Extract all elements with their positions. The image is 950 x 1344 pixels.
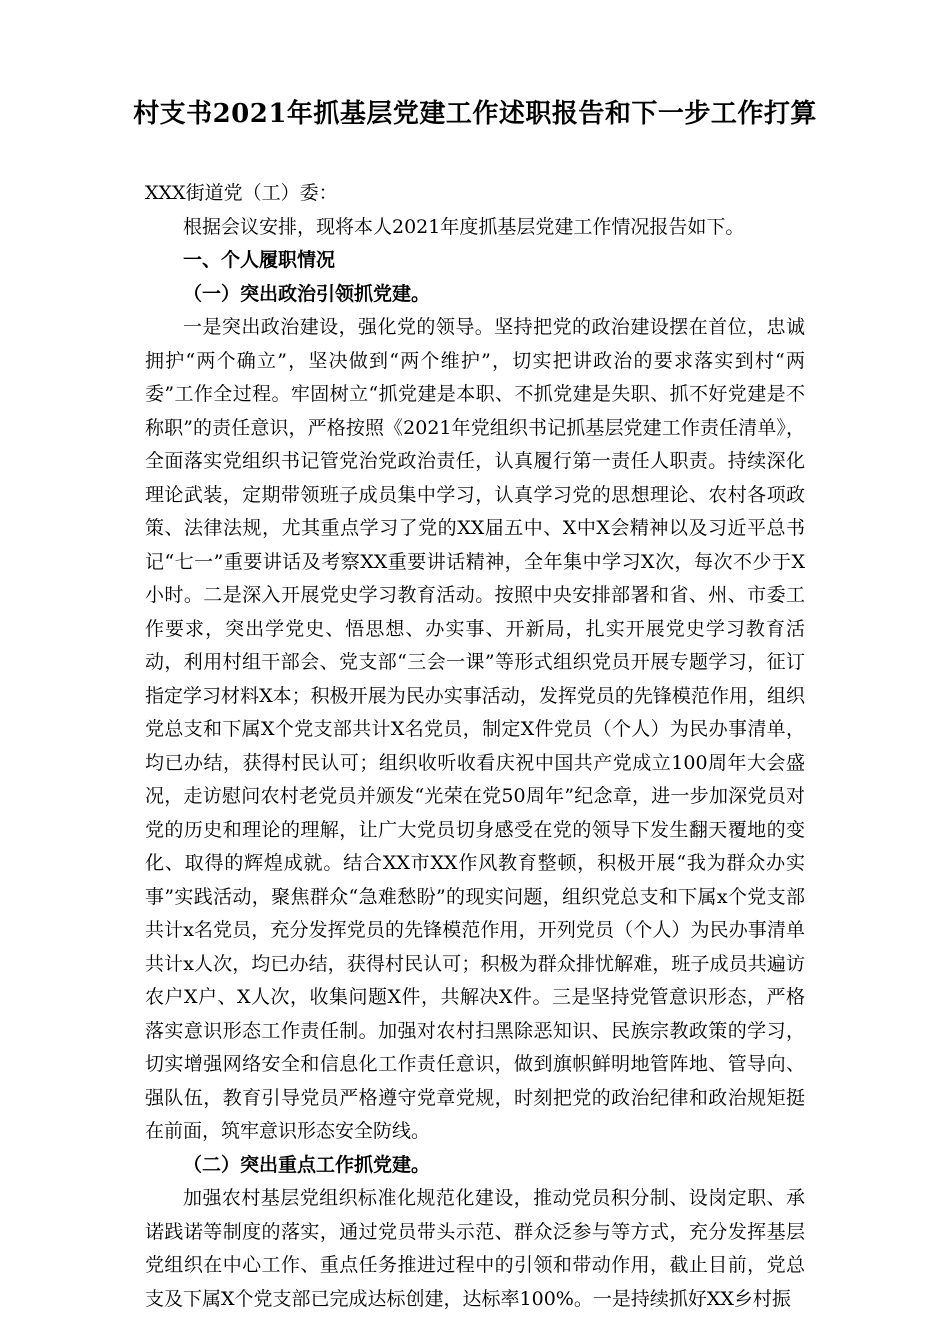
subsection-2-paragraph: 加强农村基层党组织标准化规范化建设，推动党员积分制、设岗定职、承诺践诺等制度的落实，通过党员带头示范、群众泛参与等方式，充分发挥基层党组织在中心工作、重点任务推进过程中的引领和带动作用，截止目前，党总支及下属X个党支部已完成达标创建，达标率100%。一是持续抓好XX乡村振	[145, 1187, 805, 1310]
section-heading-1: 一、个人履职情况	[183, 249, 336, 271]
document-title: 村支书2021年抓基层党建工作述职报告和下一步工作打算	[133, 99, 817, 129]
subsection-1-paragraph: 一是突出政治建设，强化党的领导。坚持把党的政治建设摆在首位，忠诚拥护“两个确立”，坚决做到“两个维护”，切实把讲政治的要求落实到村“两委”工作全过程。牢固树立“抓党建是本职、不抓党建是失职、抓不好党建是不称职”的责任意识，严格按照《2021年党组织书记抓基层党建工作责任清单》，全面落实党组织书记管党治党政治责任，认真履行第一责任人职责。持续深化理论武装，定期带领班子成员集中学习，认真学习党的思想理论、农村各项政策、法律法规，尤其重点学习了党的XX届五中、X中X会精神以及习近平总书记“七一”重要讲话及考察XX重要讲话精神，全年集中学习X次，每次不少于X小时。二是深入开展党史学习教育活动。按照中央安排部署和省、州、市委工作要求，突出学党史、悟思想、办实事、开新局，扎实开展党史学习教育活动，利用村组干部会、党支部“三会一课”等形式组织党员开展专题学习，征订指定学习材料X本；积极开展为民办实事活动，发挥党员的先锋模范作用，组织党总支和下属X个党支部共计X名党员，制定X件党员（个人）为民办事清单，均已办结，获得村民认可；组织收听收看庆祝中国共产党成立100周年大会盛况，走访慰问农村老党员并颁发“光荣在党50周年”纪念章，进一步加深党员对党的历史和理论的理解，让广大党员切身感受在党的领导下发生翻天覆地的变化、取得的辉煌成就。结合XX市XX作风教育整顿，积极开展“我为群众办实事”实践活动，聚焦群众“急难愁盼”的现实问题，组织党总支和下属x个党支部共计x名党员，充分发挥党员的先锋模范作用，开列党员（个人）为民办事清单共计x人次，均已办结，获得村民认可；积极为群众排忧解难，班子成员共遍访农户X户、X人次，收集问题X件，共解决X件。三是坚持党管意识形态，严格落实意识形态工作责任制。加强对农村扫黑除恶知识、民族宗教政策的学习，切实增强网络安全和信息化工作责任意识，做到旗帜鲜明地管阵地、管导向、强队伍，教育引导党员严格遵守党章党规，时刻把党的政治纪律和政治规矩挺在前面，筑牢意识形态安全防线。	[145, 316, 805, 1142]
intro-paragraph: 根据会议安排，现将本人2021年度抓基层党建工作情况报告如下。	[183, 215, 745, 238]
subsection-heading-2: （二）突出重点工作抓党建。	[183, 1153, 431, 1176]
subsection-heading-1: （一）突出政治引领抓党建。	[183, 282, 431, 305]
salutation: XXX街道党（工）委：	[145, 182, 338, 204]
document-body	[145, 177, 805, 1316]
